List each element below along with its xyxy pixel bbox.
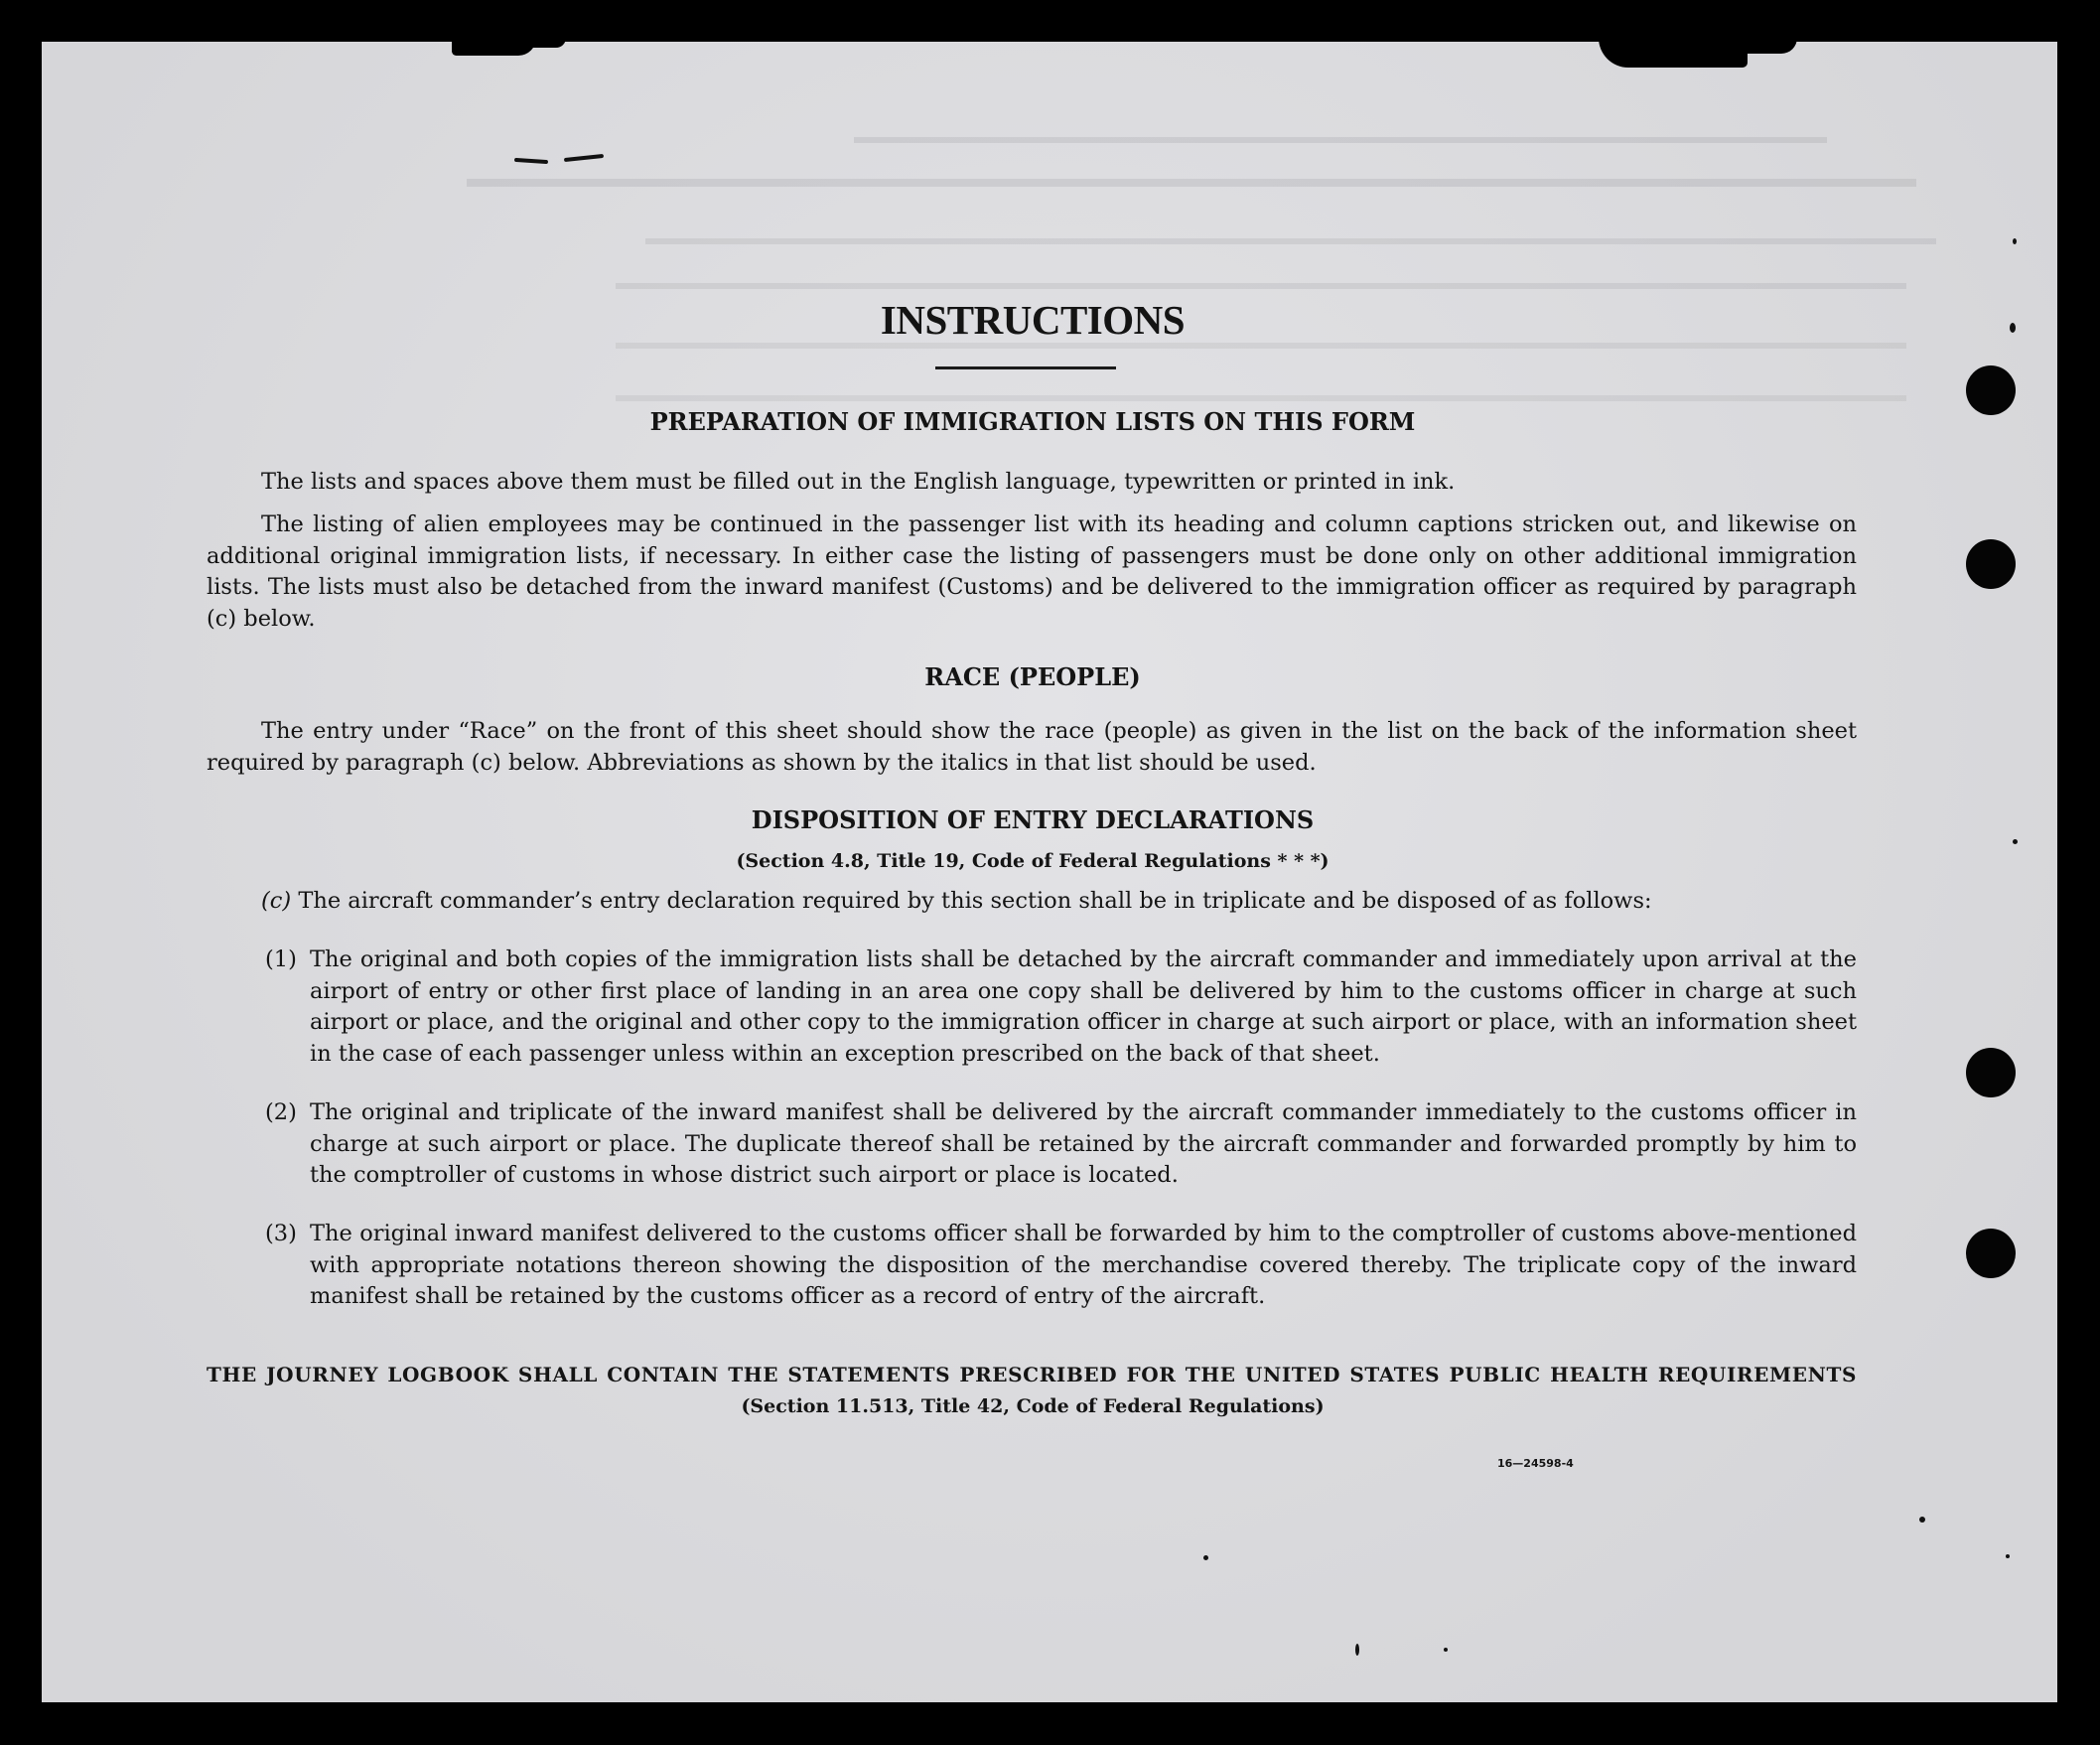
page-title: INSTRUCTIONS: [880, 297, 1186, 343]
item-number: (3): [265, 1221, 297, 1246]
public-health-citation: (Section 11.513, Title 42, Code of Federal Regulations): [741, 1395, 1325, 1417]
paragraph-race: The entry under “Race” on the front of this sheet should show the race (people) as given in the list on the back of the information sheet required by paragraph (c) below. Abbreviations as shown by the italics in that list should be used.: [207, 718, 1857, 776]
disposition-item-1: [265, 945, 1857, 1070]
item-text: The original and both copies of the immigration lists shall be detached by the aircraft commander and immediately upon arrival at the airport of entry or other first place of landing in an area one copy shall be delivered by him to the customs officer in charge at such airport or place, and the original and other copy to the immigration officer in charge at such airport or place, with an information sheet in the case of each passenger unless within an exception prescribed on the back of that sheet.: [310, 946, 1857, 1067]
intro-text: The aircraft commander’s entry declaration required by this section shall be in triplicate and be disposed of as follows:: [298, 888, 1652, 914]
disposition-item-2: [265, 1097, 1857, 1192]
section-heading-disposition: DISPOSITION OF ENTRY DECLARATIONS: [751, 805, 1315, 834]
item-number: (2): [265, 1099, 297, 1125]
paragraph-preparation-1: The lists and spaces above them must be filled out in the English language, typewritten or printed in ink.: [261, 469, 1456, 495]
title-underline: [935, 366, 1116, 369]
intro-label: (c): [261, 888, 292, 914]
section-heading-preparation: PREPARATION OF IMMIGRATION LISTS ON THIS FORM: [649, 407, 1416, 436]
section-heading-race: RACE (PEOPLE): [924, 662, 1141, 691]
item-text: The original inward manifest delivered to the customs officer shall be forwarded by him to the comptroller of customs above-mentioned with appropriate notations thereon showing the disposition of the merchandise covered thereby. The triplicate copy of the inward manifest shall be retained by the customs officer as a record of entry of the aircraft.: [310, 1221, 1857, 1309]
disposition-intro: [261, 886, 1857, 918]
item-number: (1): [265, 946, 297, 972]
form-number: 16—24598-4: [1497, 1457, 1574, 1470]
disposition-item-3: [265, 1219, 1857, 1313]
item-text: The original and triplicate of the inward manifest shall be delivered by the aircraft commander immediately to the customs officer in charge at such airport or place. The duplicate thereof shall be retained by the aircraft commander and forwarded promptly by him to the comptroller of customs in whose district such airport or place is located.: [310, 1099, 1857, 1188]
paragraph-preparation-2: The listing of alien employees may be continued in the passenger list with its heading and column captions stricken out, and likewise on additional original immigration lists, if necessary. In either case the listing of passengers must be done only on other additional immigration lists. The lists must also be detached from the inward manifest (Customs) and be delivered to the immigration officer as required by paragraph (c) below.: [207, 511, 1857, 632]
public-health-statement: THE JOURNEY LOGBOOK SHALL CONTAIN THE STATEMENTS PRESCRIBED FOR THE UNITED STATES PUBLIC HEALTH REQUIREMENTS: [207, 1363, 1857, 1386]
disposition-citation: (Section 4.8, Title 19, Code of Federal Regulations * * *): [736, 850, 1330, 872]
